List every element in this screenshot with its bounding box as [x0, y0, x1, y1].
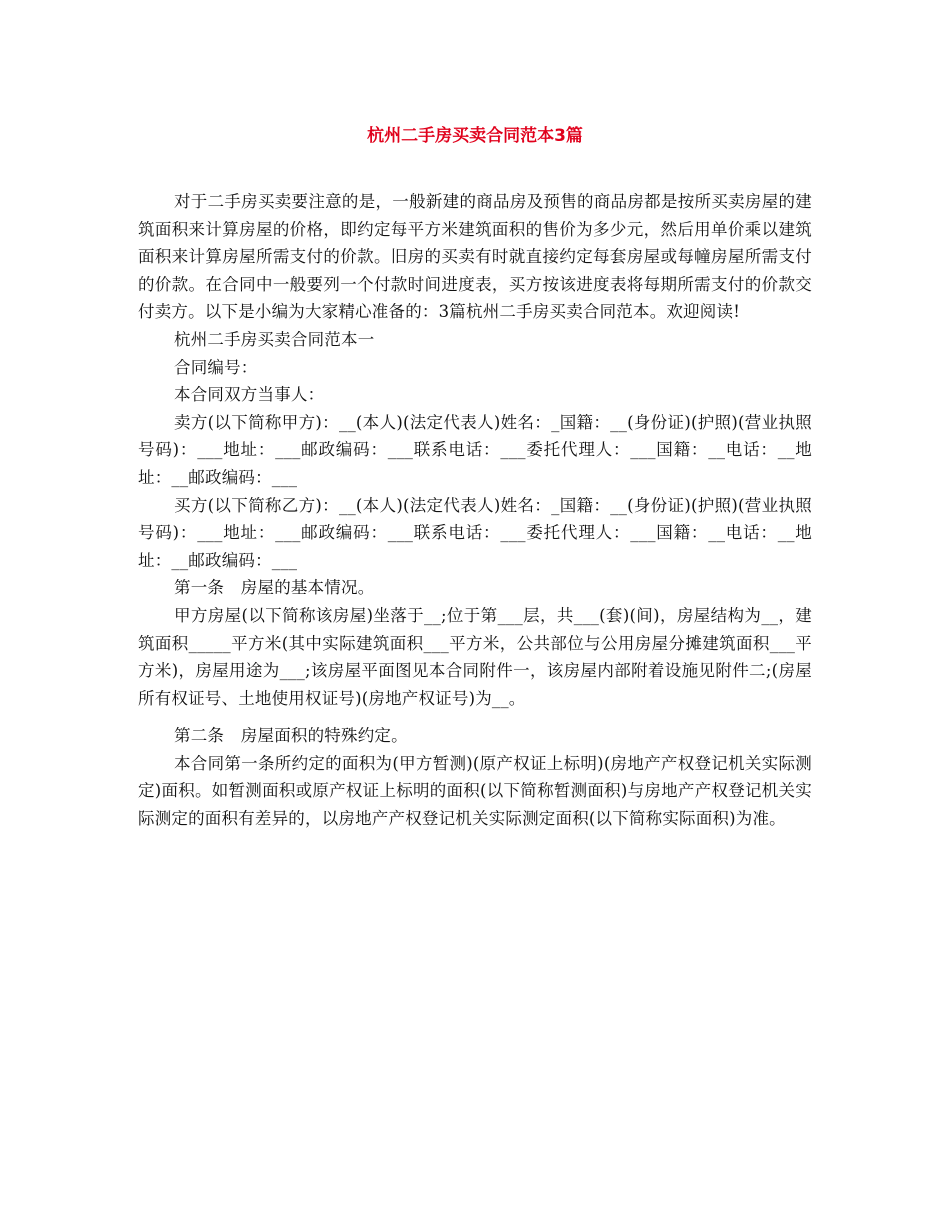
article-one-heading: 第一条 房屋的基本情况。 — [174, 578, 375, 598]
article-one-text: 甲方房屋(以下简称该房屋)坐落于__;位于第___层，共___(套)(间)，房屋结构为__，建筑面积_____平方米(其中实际建筑面积___平方米，公共部位与公用房屋分摊建筑面积___平方米)，房屋用途为___;该房屋平面图见本合同附件一，该房屋内部附着设施见附件二;(房屋所有权证号、土地使用权证号)(房地产权证号)为__。 — [138, 605, 812, 708]
article-two-text: 本合同第一条所约定的面积为(甲方暂测)(原产权证上标明)(房地产产权登记机关实际测定)面积。如暂测面积或原产权证上标明的面积(以下简称暂测面积)与房地产产权登记机关实际测定的面积有差异的，以房地产产权登记机关实际测定面积(以下简称实际面积)为准。 — [138, 753, 812, 829]
contract-number: 合同编号： — [174, 357, 258, 377]
contract-heading: 杭州二手房买卖合同范本一 — [174, 329, 375, 349]
intro-paragraph: 对于二手房买卖要注意的是，一般新建的商品房及预售的商品房都是按所买卖房屋的建筑面积来计算房屋的价格，即约定每平方米建筑面积的售价为多少元，然后用单价乘以建筑面积来计算房屋所需支付的价款。旧房的买卖有时就直接约定每套房屋或每幢房屋所需支付的价款。在合同中一般要列一个付款时间进度表，买方按该进度表将每期所需支付的价款交付卖方。以下是小编为大家精心准备的：3篇杭州二手房买卖合同范本。欢迎阅读! — [138, 192, 812, 322]
seller-info: 卖方(以下简称甲方)：__(本人)(法定代表人)姓名：_国籍：__(身份证)(护照)(营业执照号码)：___地址：___邮政编码：___联系电话：___委托代理人：___国籍：__电话：__地址：__邮政编码：___ — [138, 412, 812, 487]
parties-heading: 本合同双方当事人： — [174, 385, 325, 405]
document-title: 杭州二手房买卖合同范本3篇 — [367, 126, 583, 146]
article-two-heading: 第二条 房屋面积的特殊约定。 — [174, 726, 408, 746]
buyer-info: 买方(以下简称乙方)：__(本人)(法定代表人)姓名：_国籍：__(身份证)(护照)(营业执照号码)：___地址：___邮政编码：___联系电话：___委托代理人：___国籍：__电话：__地址：__邮政编码：___ — [138, 495, 812, 570]
document-body — [138, 188, 812, 833]
